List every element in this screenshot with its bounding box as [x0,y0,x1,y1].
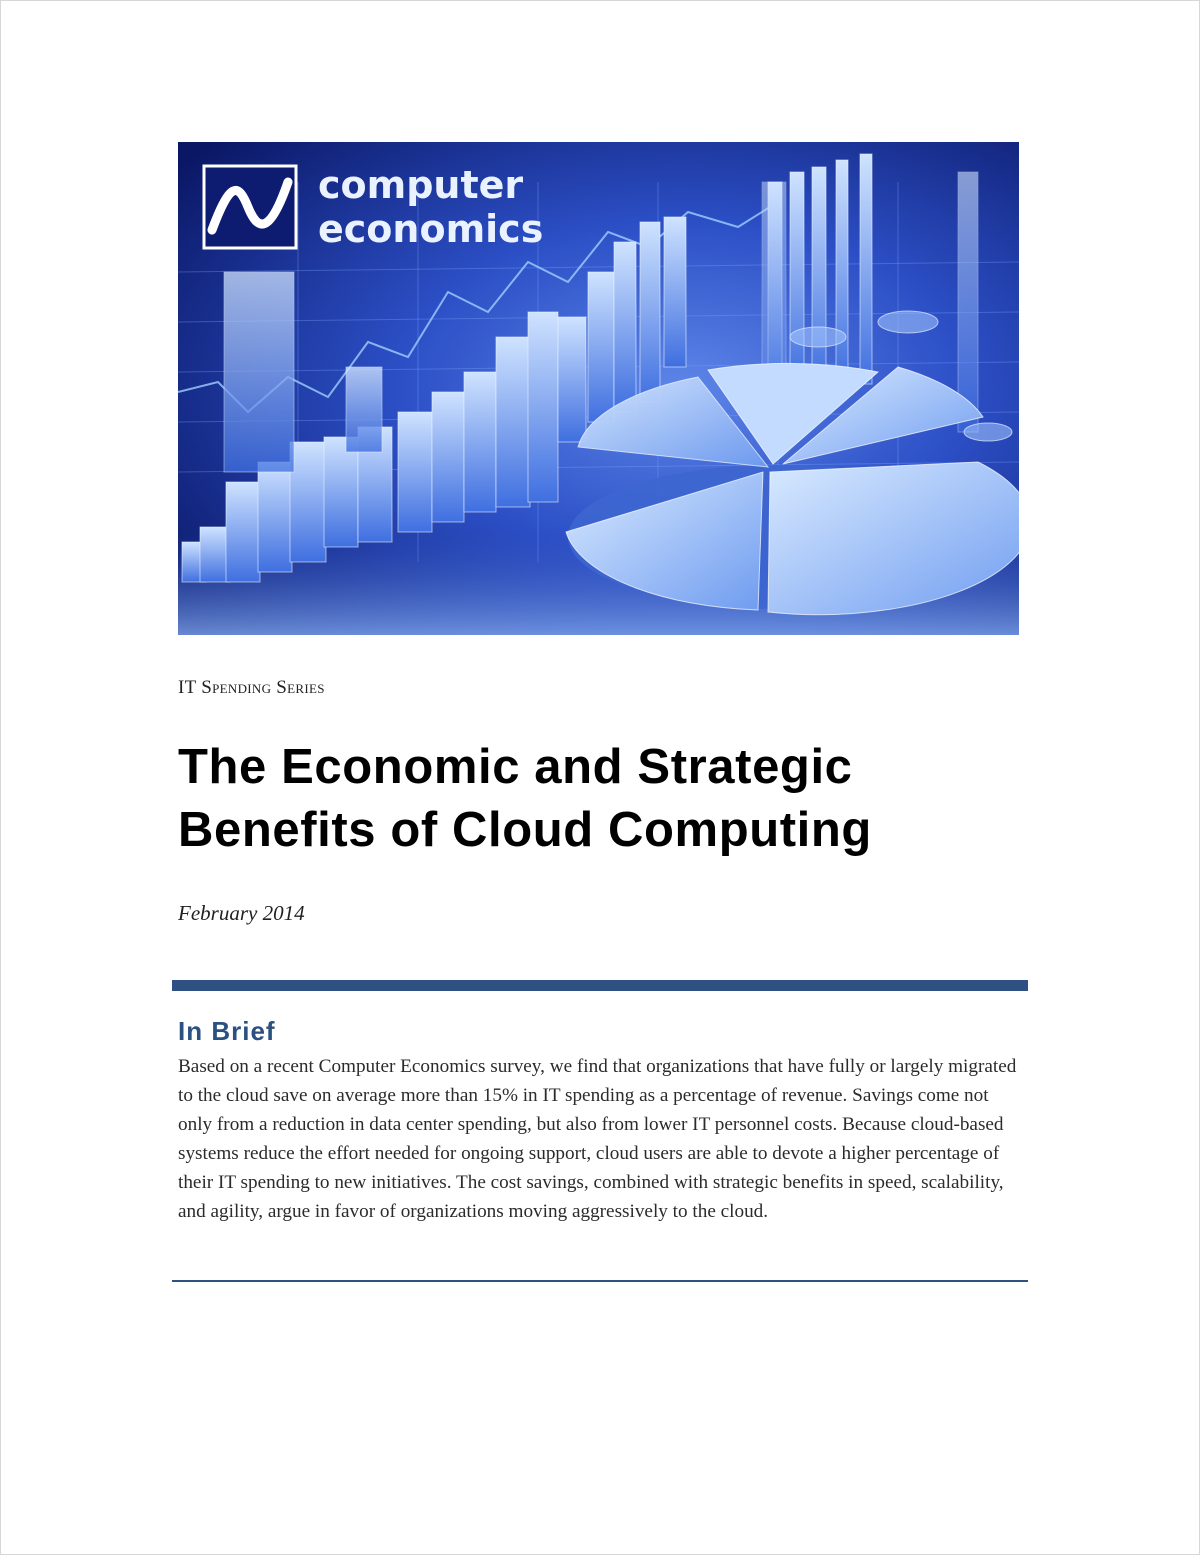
logo-line-1: computer [318,163,524,207]
title-line-2: Benefits of Cloud Computing [178,803,872,857]
title-line-1: The Economic and Strategic [178,740,853,794]
cover-image [178,142,1019,635]
series-label: IT Spending Series [178,677,325,698]
in-brief-body: Based on a recent Computer Economics survey, we find that organizations that have fully or largely migrated to the cloud save on average more than 15% in IT spending as a percentage of revenue. Savings come not only from a reduction in data center spending, but also from lower IT personnel costs. Because cloud-based systems reduce the effort needed for ongoing support, cloud users are able to devote a higher percentage of their IT spending to new initiatives. The cost savings, combined with strategic benefits in speed, scalability, and agility, argue in favor of organizations moving aggressively to the cloud. [178,1056,1017,1222]
publication-date: February 2014 [178,901,305,925]
document-title [178,736,1038,862]
section-divider-thick [172,980,1028,991]
cover-illustration [178,142,1019,635]
logo-line-2: economics [318,207,544,251]
computer-economics-logo [204,163,543,251]
section-divider-thin [172,1280,1028,1282]
in-brief-heading: In Brief [178,1016,276,1046]
